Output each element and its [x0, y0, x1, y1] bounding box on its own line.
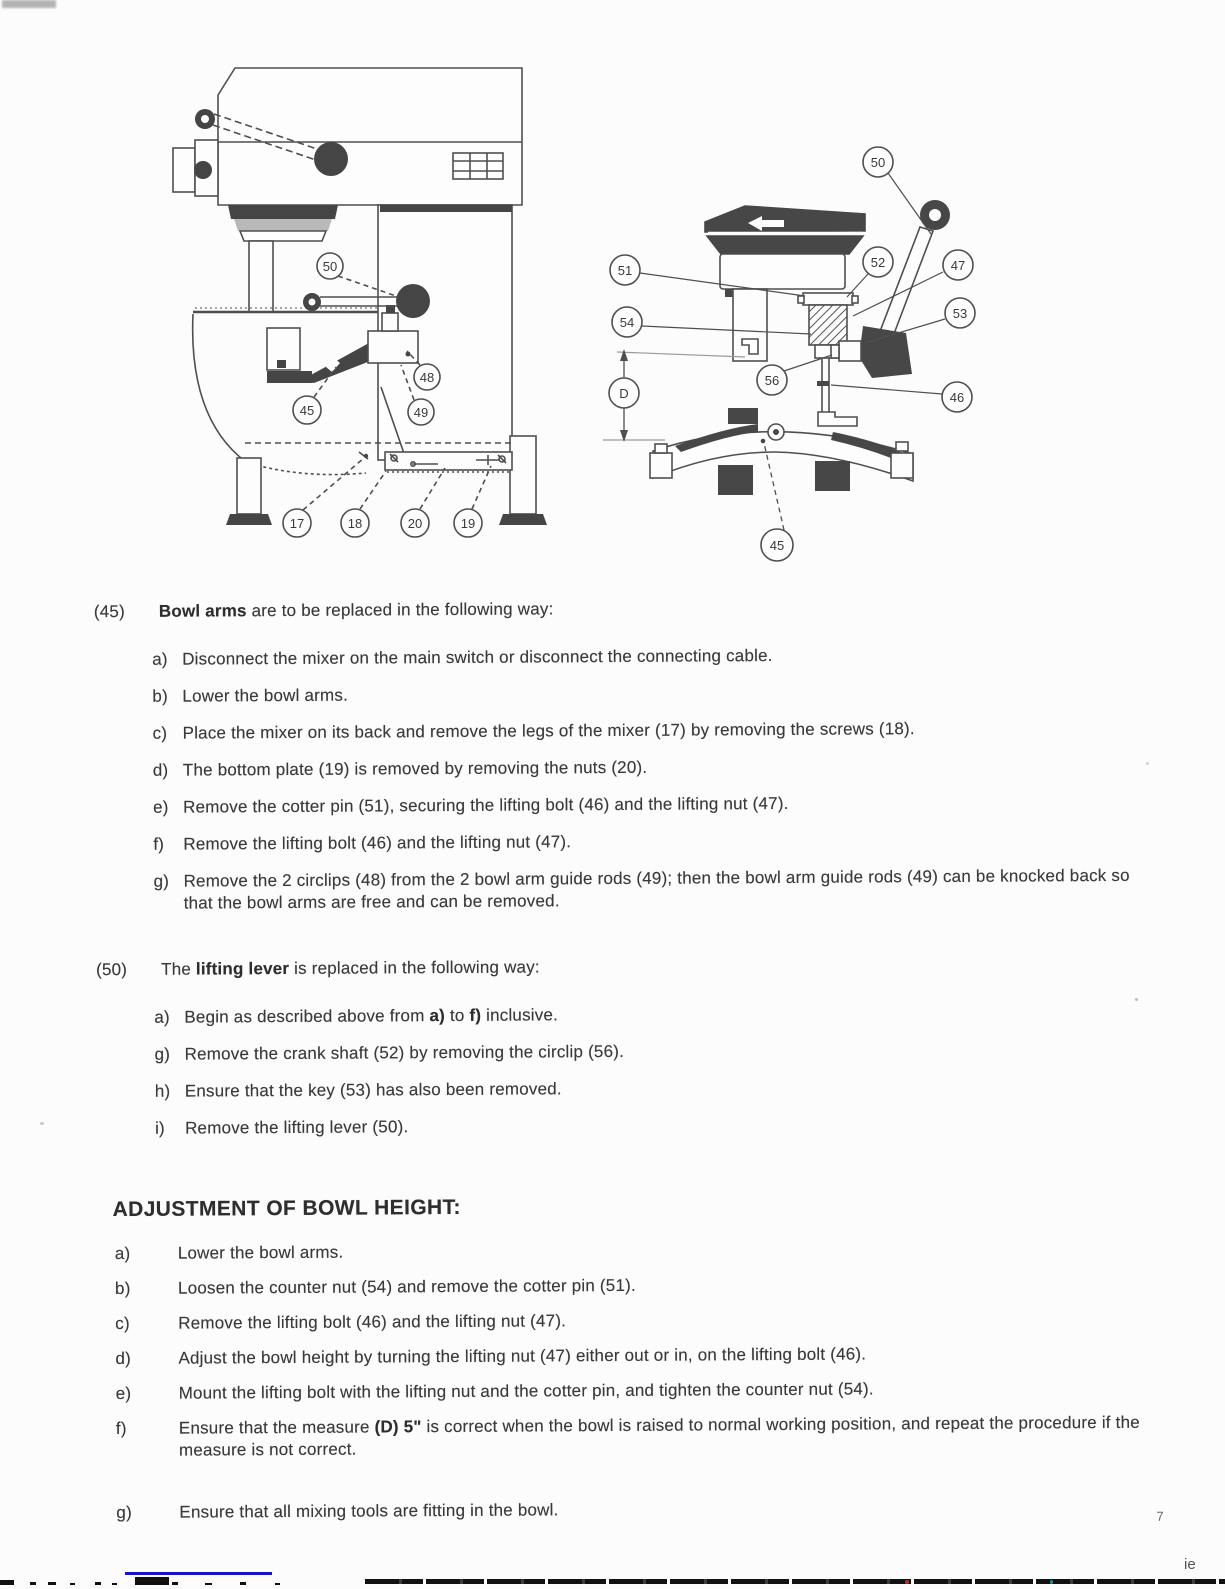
- item-text: Remove the lifting bolt (46) and the lifting nut (47).: [178, 1311, 567, 1333]
- section-lifting-lever: [96, 953, 1162, 1141]
- svg-text:56: 56: [764, 373, 780, 388]
- svg-text:17: 17: [289, 516, 305, 531]
- instruction-item: [153, 828, 1160, 856]
- svg-text:51: 51: [617, 263, 633, 278]
- blue-underline-artifact: [125, 1572, 272, 1575]
- item-label: g): [153, 871, 170, 891]
- svg-text:52: 52: [870, 255, 886, 270]
- item-label: g): [116, 1502, 132, 1523]
- instruction-item: [153, 791, 1160, 819]
- item-text: Place the mixer on its back and remove the legs of the mixer (17) by removing the screws (18).: [182, 719, 915, 743]
- instruction-item: [152, 680, 1159, 708]
- item-label: a): [154, 1007, 170, 1027]
- scan-bar-artifact: [365, 1579, 1225, 1584]
- instruction-item: [116, 1377, 1176, 1405]
- svg-text:20: 20: [407, 516, 423, 531]
- item-text: Remove the cotter pin (51), securing the lifting bolt (46) and the lifting nut (47).: [183, 793, 789, 817]
- item-label: a): [152, 649, 168, 669]
- item-text: Ensure that the key (53) has also been removed.: [184, 1079, 562, 1101]
- instruction-item: [153, 717, 1160, 745]
- scan-speck: [905, 1580, 909, 1584]
- item-text: Remove the lifting lever (50).: [184, 1117, 409, 1138]
- item-text: Ensure that the measure (D) 5" is correct when the bowl is raised to normal working position, and repeat the procedure if the measure is not correct.: [178, 1412, 1140, 1460]
- instruction-item: [153, 865, 1160, 915]
- instruction-item: [115, 1307, 1175, 1335]
- instruction-item: [155, 1075, 1162, 1103]
- item-text: Mount the lifting bolt with the lifting nut and the cotter pin, and tighten the counter nut (54).: [178, 1379, 874, 1403]
- item-text: Ensure that all mixing tools are fitting in the bowl.: [179, 1500, 559, 1522]
- item-label: g): [154, 1044, 171, 1064]
- item-label: d): [152, 760, 169, 780]
- item-text: Remove the lifting bolt (46) and the lifting nut (47).: [183, 832, 572, 854]
- item-text: Begin as described above from a) to f) inclusive.: [184, 1005, 559, 1027]
- item-text: Remove the 2 circlips (48) from the 2 bowl arm guide rods (49); then the bowl arm guide rods (49) can be knocked back so that the bowl arms are free and can be removed.: [183, 865, 1130, 913]
- item-text: Lower the bowl arms.: [182, 685, 349, 706]
- svg-text:45: 45: [299, 403, 315, 418]
- svg-text:50: 50: [870, 155, 886, 170]
- item-label: b): [114, 1278, 131, 1299]
- svg-text:50: 50: [322, 259, 338, 274]
- svg-text:53: 53: [952, 306, 968, 321]
- item-text: Lower the bowl arms.: [177, 1242, 344, 1263]
- item-label: f): [153, 834, 165, 854]
- edge-mark: ie: [1184, 1556, 1196, 1573]
- item-label: i): [154, 1118, 165, 1138]
- svg-text:49: 49: [413, 405, 429, 420]
- item-label: e): [115, 1383, 132, 1404]
- page-number: 7: [1156, 1508, 1164, 1524]
- item-label: f): [115, 1418, 127, 1439]
- item-label: b): [152, 686, 168, 706]
- instruction-item: [152, 643, 1159, 671]
- item-text: Remove the crank shaft (52) by removing the circlip (56).: [184, 1041, 625, 1064]
- item-label: d): [115, 1348, 132, 1369]
- instruction-item: [153, 754, 1160, 782]
- instruction-item: [155, 1038, 1162, 1066]
- scan-mark: [135, 1577, 169, 1585]
- item-label: a): [114, 1243, 131, 1264]
- scan-mark: [0, 1580, 14, 1585]
- svg-text:48: 48: [419, 370, 435, 385]
- instruction-item: [116, 1496, 1176, 1524]
- item-label: c): [152, 723, 168, 743]
- item-text: Adjust the bowl height by turning the lifting nut (47) either out or in, on the lifting bolt (46).: [178, 1344, 867, 1368]
- section-intro: Bowl arms are to be replaced in the following way:: [158, 599, 554, 621]
- item-text: The bottom plate (19) is removed by removing the nuts (20).: [182, 757, 648, 780]
- svg-text:45: 45: [769, 538, 785, 553]
- section-ref: (45): [93, 601, 125, 622]
- section-bowl-arms: [94, 595, 1161, 915]
- svg-text:54: 54: [619, 315, 635, 330]
- item-text: Loosen the counter nut (54) and remove the cotter pin (51).: [177, 1275, 636, 1298]
- item-label: c): [115, 1313, 130, 1334]
- section-adjustment-of-bowl-height: [112, 1193, 1176, 1524]
- instruction-item: [115, 1237, 1175, 1265]
- section-intro: The lifting lever is replaced in the following way:: [161, 957, 540, 979]
- instruction-item: [155, 1112, 1162, 1140]
- instruction-item: [116, 1412, 1176, 1462]
- instruction-item: [115, 1272, 1175, 1300]
- instruction-item: [115, 1342, 1175, 1370]
- item-label: h): [154, 1081, 171, 1101]
- svg-text:D: D: [619, 386, 629, 401]
- svg-text:19: 19: [460, 516, 476, 531]
- svg-text:46: 46: [949, 390, 965, 405]
- svg-text:47: 47: [950, 258, 966, 273]
- instruction-item: [154, 1001, 1161, 1029]
- adjustment-heading: ADJUSTMENT OF BOWL HEIGHT:: [112, 1195, 461, 1222]
- svg-text:18: 18: [347, 516, 363, 531]
- scan-speck: [1050, 1580, 1053, 1584]
- section-ref: (50): [96, 959, 128, 980]
- item-label: e): [153, 797, 169, 817]
- item-text: Disconnect the mixer on the main switch or disconnect the connecting cable.: [182, 646, 773, 669]
